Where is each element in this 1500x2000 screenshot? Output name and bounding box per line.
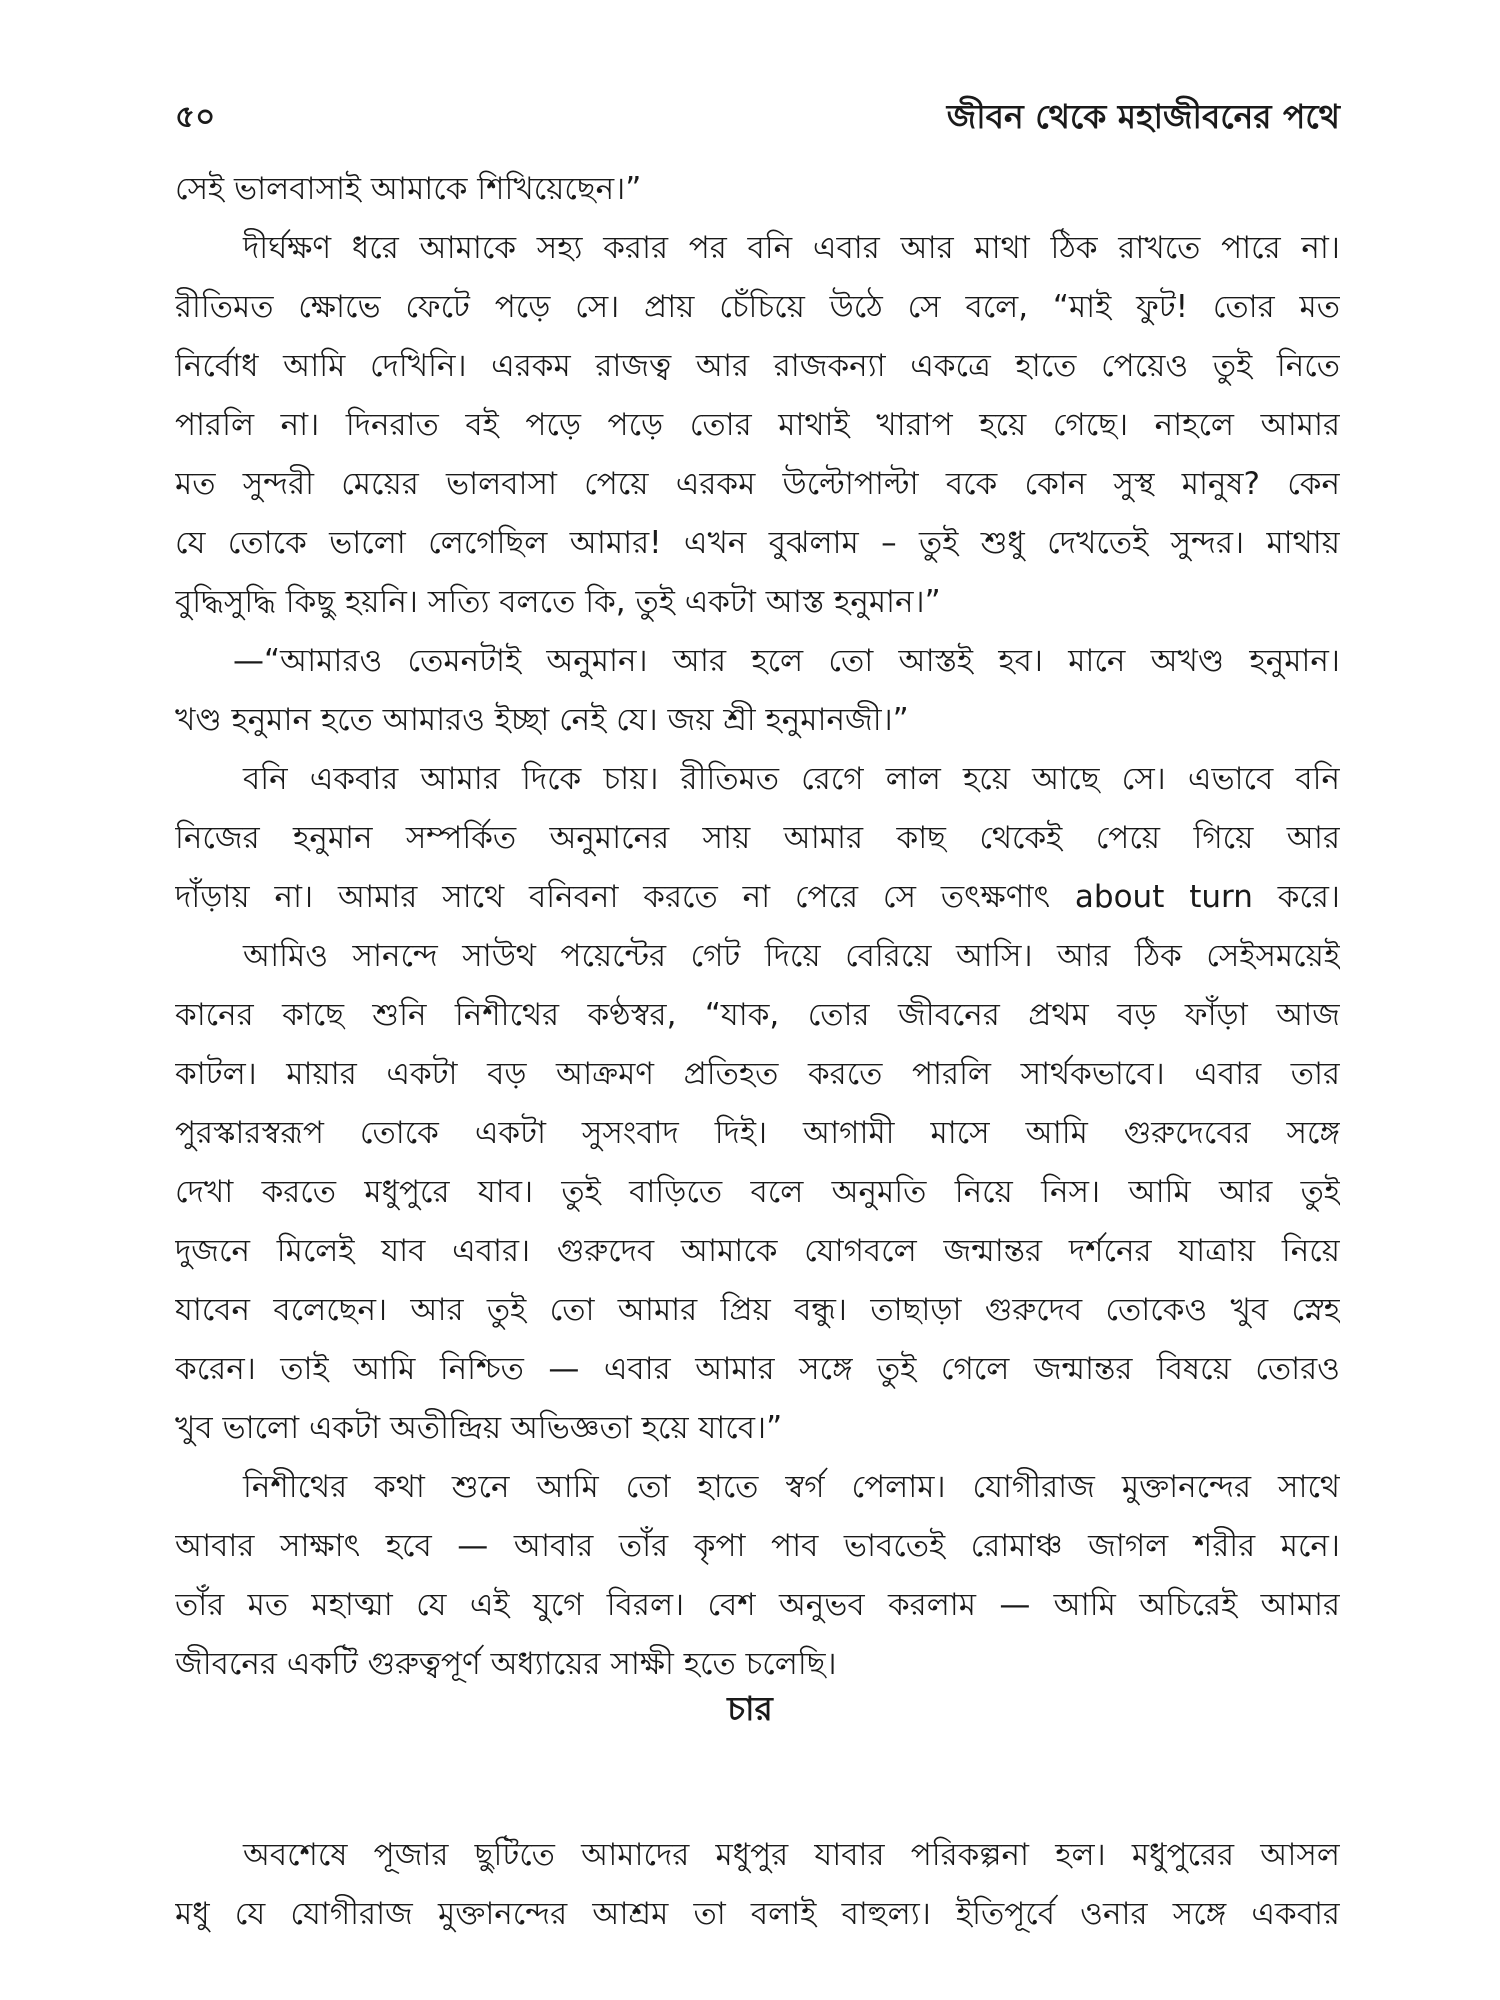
text-line: দেখা করতে মধুপুরে যাব। তুই বাড়িতে বলে অনুমতি নিয়ে নিস। আমি আর তুই — [175, 1174, 1340, 1210]
text-line: দুজনে মিলেই যাব এবার। গুরুদেব আমাকে যোগবলে জন্মান্তর দর্শনের যাত্রায় নিয়ে — [175, 1233, 1340, 1269]
text-line: অবশেষে পূজার ছুটিতে আমাদের মধুপুর যাবার পরিকল্পনা হল। মধুপুরের আসল — [243, 1837, 1340, 1873]
page-header — [175, 92, 1340, 142]
text-line: দাঁড়ায় না। আমার সাথে বনিবনা করতে না পেরে সে তৎক্ষণাৎ about turn করে। — [175, 879, 1340, 915]
text-line: নিজের হনুমান সম্পর্কিত অনুমানের সায় আমার কাছ থেকেই পেয়ে গিয়ে আর — [175, 820, 1340, 856]
text-line: বুদ্ধিসুদ্ধি কিছু হয়নি। সত্যি বলতে কি, তুই একটা আস্ত হনুমান।” — [175, 584, 941, 620]
text-line: আমিও সানন্দে সাউথ পয়েন্টের গেট দিয়ে বেরিয়ে আসি। আর ঠিক সেইসময়েই — [243, 938, 1340, 974]
text-line: কাটল। মায়ার একটা বড় আক্রমণ প্রতিহত করতে পারলি সার্থকভাবে। এবার তার — [175, 1056, 1340, 1092]
text-line: রীতিমত ক্ষোভে ফেটে পড়ে সে। প্রায় চেঁচিয়ে উঠে সে বলে, “মাই ফুট! তোর মত — [175, 289, 1340, 325]
text-line: আবার সাক্ষাৎ হবে — আবার তাঁর কৃপা পাব ভাবতেই রোমাঞ্চ জাগল শরীর মনে। — [175, 1528, 1340, 1564]
text-line: নিশীথের কথা শুনে আমি তো হাতে স্বর্গ পেলাম। যোগীরাজ মুক্তানন্দের সাথে — [243, 1469, 1340, 1505]
text-line: কানের কাছে শুনি নিশীথের কণ্ঠস্বর, “যাক, তোর জীবনের প্রথম বড় ফাঁড়া আজ — [175, 997, 1340, 1033]
text-line: নির্বোধ আমি দেখিনি। এরকম রাজত্ব আর রাজকন্যা একত্রে হাতে পেয়েও তুই নিতে — [175, 348, 1340, 384]
text-line: মত সুন্দরী মেয়ের ভালবাসা পেয়ে এরকম উল্টোপাল্টা বকে কোন সুস্থ মানুষ? কেন — [175, 466, 1340, 502]
text-line: যাবেন বলেছেন। আর তুই তো আমার প্রিয় বন্ধু। তাছাড়া গুরুদেব তোকেও খুব স্নেহ — [175, 1292, 1340, 1328]
text-line: সেই ভালবাসাই আমাকে শিখিয়েছেন।” — [175, 171, 642, 207]
text-line: খণ্ড হনুমান হতে আমারও ইচ্ছা নেই যে। জয় শ্রী হনুমানজী।” — [175, 702, 909, 738]
page-number: ৫০ — [175, 99, 216, 135]
text-line: পুরস্কারস্বরূপ তোকে একটা সুসংবাদ দিই। আগামী মাসে আমি গুরুদেবের সঙ্গে — [175, 1115, 1340, 1151]
text-line: বনি একবার আমার দিকে চায়। রীতিমত রেগে লাল হয়ে আছে সে। এভাবে বনি — [243, 761, 1340, 797]
print-speck — [203, 1584, 206, 1587]
text-line: জীবনের একটি গুরুত্বপূর্ণ অধ্যায়ের সাক্ষী হতে চলেছি। — [175, 1646, 837, 1682]
text-line: যে তোকে ভালো লেগেছিল আমার! এখন বুঝলাম – তুই শুধু দেখতেই সুন্দর। মাথায় — [175, 525, 1340, 561]
text-line: খুব ভালো একটা অতীন্দ্রিয় অভিজ্ঞতা হয়ে যাবে।” — [175, 1410, 783, 1446]
text-line: দীর্ঘক্ষণ ধরে আমাকে সহ্য করার পর বনি এবার আর মাথা ঠিক রাখতে পারে না। — [243, 230, 1340, 266]
text-line: করেন। তাই আমি নিশ্চিত — এবার আমার সঙ্গে তুই গেলে জন্মান্তর বিষয়ে তোরও — [175, 1351, 1340, 1387]
body-text — [175, 160, 1340, 1694]
text-line: —“আমারও তেমনটাই অনুমান। আর হলে তো আস্তই হব। মানে অখণ্ড হনুমান। — [233, 643, 1340, 679]
section-heading: চার — [727, 1689, 773, 1728]
text-line: তাঁর মত মহাত্মা যে এই যুগে বিরল। বেশ অনুভব করলাম — আমি অচিরেই আমার — [175, 1587, 1340, 1623]
body-text-continued — [175, 1826, 1340, 1944]
text-line: মধু যে যোগীরাজ মুক্তানন্দের আশ্রম তা বলাই বাহুল্য। ইতিপূর্বে ওনার সঙ্গে একবার — [175, 1896, 1340, 1932]
running-title: জীবন থেকে মহাজীবনের পথে — [946, 97, 1340, 136]
text-line: পারলি না। দিনরাত বই পড়ে পড়ে তোর মাথাই খারাপ হয়ে গেছে। নাহলে আমার — [175, 407, 1340, 443]
